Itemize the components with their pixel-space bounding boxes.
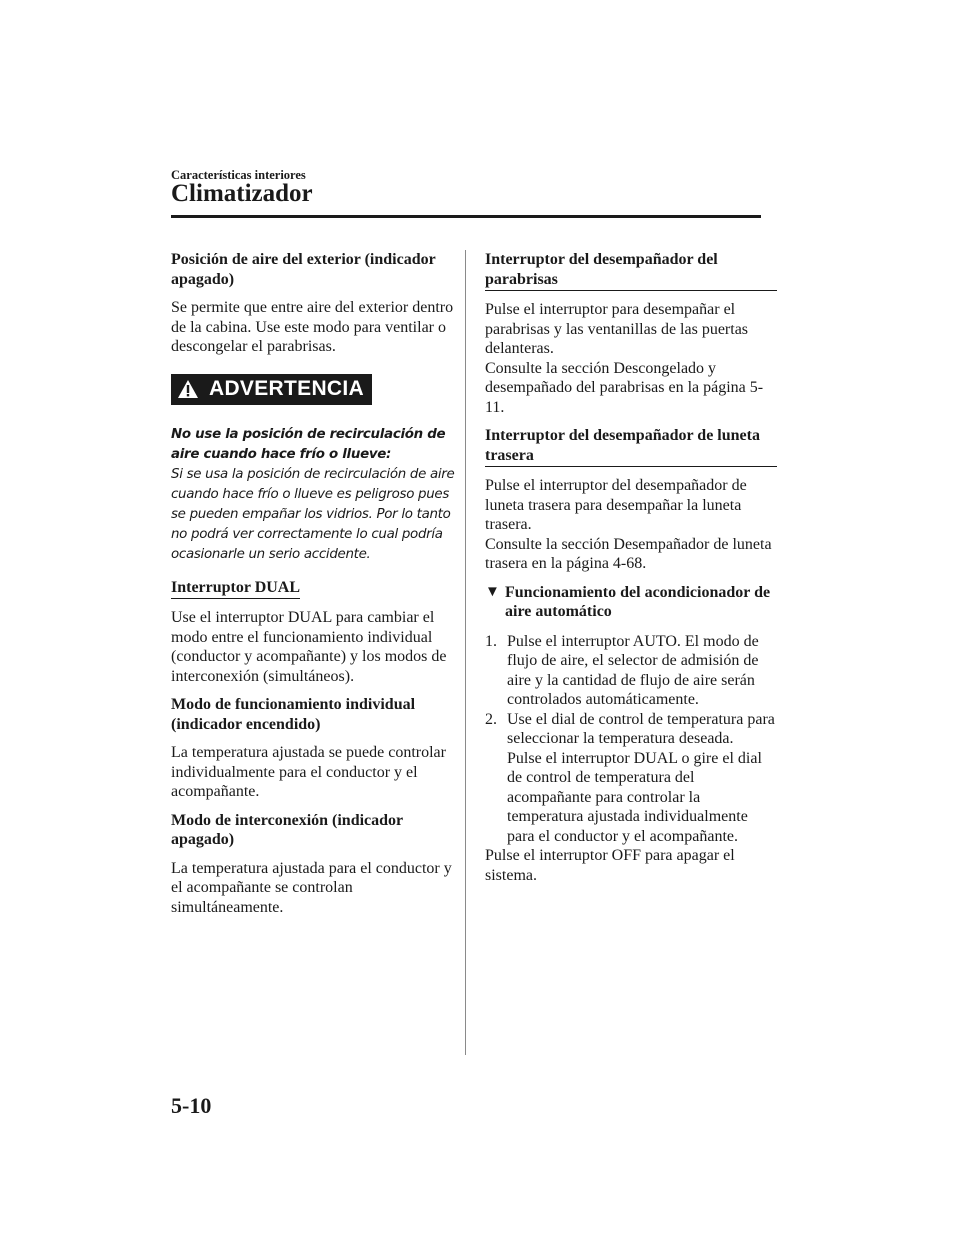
step-number: 1. (485, 632, 497, 650)
warning-triangle-icon (177, 379, 199, 399)
rear-defroster-reference: Consulte la sección Desempañador de luneta trasera en la página 4-68. (485, 535, 772, 572)
page-title: Climatizador (171, 180, 313, 207)
step-number: 2. (485, 710, 497, 728)
outside-air-text: Se permite que entre aire del exterior dentro de la cabina. Use este modo para ventilar o descongelar el parabrisas. (171, 299, 454, 355)
right-column (485, 250, 777, 894)
step-text: Pulse el interruptor AUTO. El modo de flujo de aire, el selector de admisión de aire y la cantidad de flujo de aire serán controlados automáticamente. (507, 632, 759, 708)
auto-ac-heading (485, 583, 777, 622)
step-text-group (507, 710, 777, 847)
windshield-heading: Interruptor del desempañador del parabrisas (485, 250, 777, 291)
auto-ac-heading-text: Funcionamiento del acondicionador de aire automático (505, 583, 771, 620)
column-divider (465, 250, 466, 1055)
interconnect-heading: Modo de interconexión (indicador apagado) (171, 811, 403, 848)
windshield-reference: Consulte la sección Descongelado y desempañado del parabrisas en la página 5-11. (485, 359, 764, 416)
step-extra-text: Pulse el interruptor DUAL o gire el dial de control de temperatura del acompañante para controlar la temperatura ajustada individualmente para el conductor y el acompañante. (507, 749, 762, 845)
windshield-text: Pulse el interruptor para desempañar el parabrisas y las ventanillas de las puertas delanteras. (485, 301, 749, 357)
warning-heading: No use la posición de recirculación de aire cuando hace frío o llueve: (171, 426, 446, 462)
dual-text: Use el interruptor DUAL para cambiar el modo entre el funcionamiento individual (conductor y acompañante) y los modos de interconexión (simultáneos). (171, 609, 447, 685)
warning-label: ADVERTENCIA (209, 377, 364, 401)
left-column (171, 250, 463, 926)
step-text: Use el dial de control de temperatura para seleccionar la temperatura deseada. (507, 710, 775, 747)
off-text: Pulse el interruptor OFF para apagar el sistema. (485, 847, 735, 884)
individual-heading: Modo de funcionamiento individual (indicador encendido) (171, 696, 416, 733)
list-item (485, 710, 777, 847)
rear-defroster-heading: Interruptor del desempañador de luneta trasera (485, 426, 777, 467)
outside-air-heading: Posición de aire del exterior (indicador apagado) (171, 251, 436, 288)
header-rule (171, 215, 761, 218)
dual-heading: Interruptor DUAL (171, 578, 300, 600)
interconnect-text: La temperatura ajustada para el conductor y el acompañante se controlan simultáneamente. (171, 859, 452, 916)
rear-defroster-text: Pulse el interruptor del desempañador de luneta trasera para desempañar la luneta trasera. (485, 477, 747, 533)
page-number: 5-10 (171, 1093, 212, 1118)
auto-ac-steps (485, 632, 777, 847)
warning-badge (171, 374, 372, 405)
list-item (485, 632, 777, 710)
individual-text: La temperatura ajustada se puede controlar individualmente para el conductor y el acompañante. (171, 744, 446, 800)
warning-text: Si se usa la posición de recirculación de aire cuando hace frío o llueve es peligroso pues se pueden empañar los vidrios. Por lo tanto no podrá ver correctamente lo cual podría ocasionarle un serio accidente. (171, 466, 455, 562)
section-label: Características interiores (171, 168, 306, 182)
triangle-down-icon: ▼ (485, 583, 500, 600)
